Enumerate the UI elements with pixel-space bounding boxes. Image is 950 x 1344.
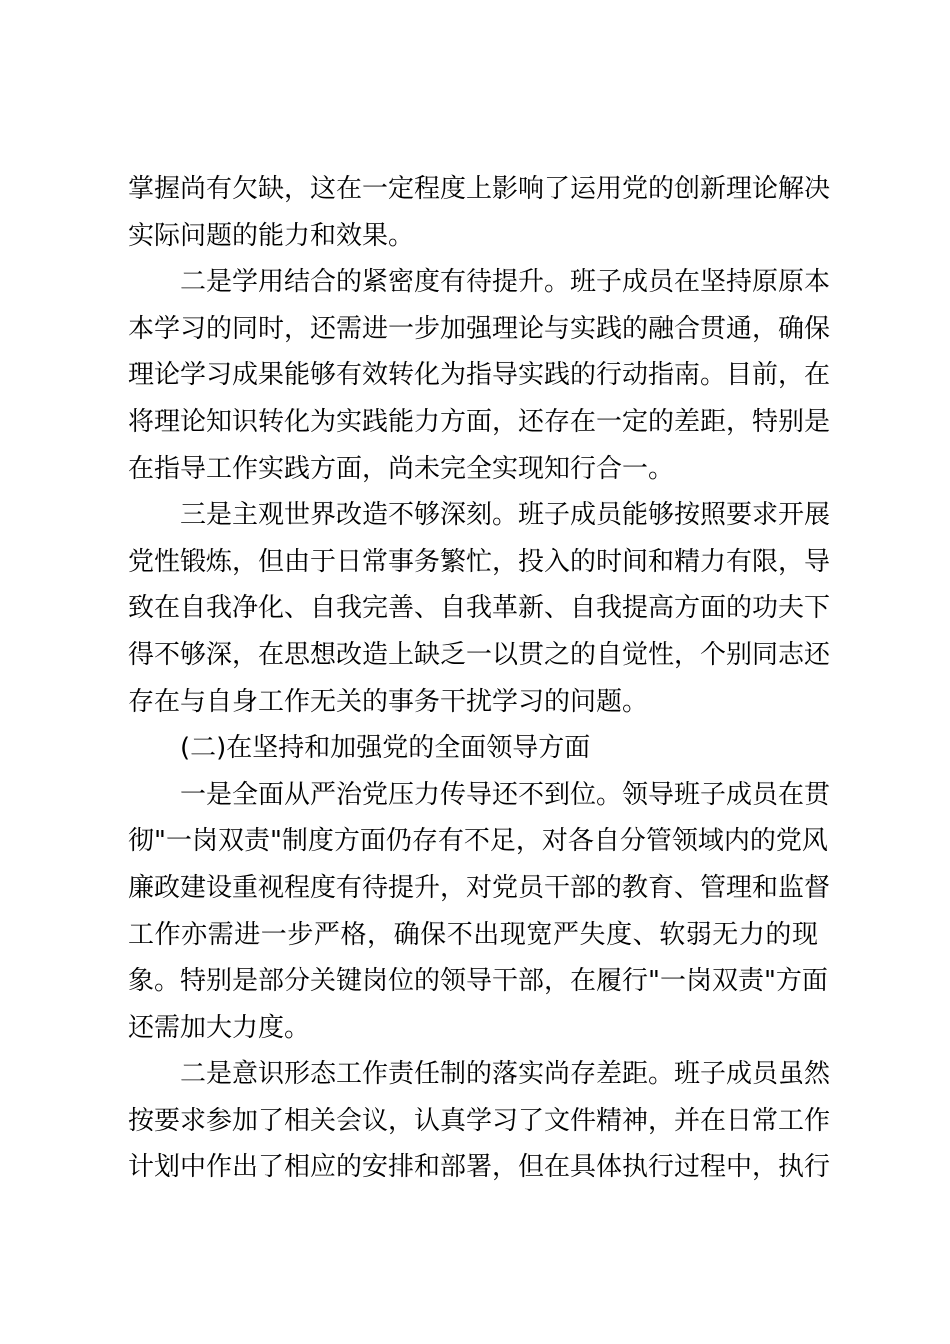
text-line: 二是意识形态工作责任制的落实尚存差距。班子成员虽然 xyxy=(180,1059,831,1090)
text-line: 掌握尚有欠缺，这在一定程度上影响了运用党的创新理论解决 xyxy=(128,174,831,204)
text-line: 致在自我净化、自我完善、自我革新、自我提高方面的功夫下 xyxy=(128,593,831,624)
text-line: 存在与自身工作无关的事务干扰学习的问题。 xyxy=(128,686,649,717)
text-line: 党性锻炼，但由于日常事务繁忙，投入的时间和精力有限，导 xyxy=(128,546,831,577)
paragraph xyxy=(128,725,818,772)
text-line: 在指导工作实践方面，尚未完全实现知行合一。 xyxy=(128,453,675,484)
text-line: 三是主观世界改造不够深刻。班子成员能够按照要求开展 xyxy=(180,500,831,531)
text-line: 象。特别是部分关键岗位的领导干部，在履行"一岗双责"方面 xyxy=(128,966,828,997)
text-line: 将理论知识转化为实践能力方面，还存在一定的差距，特别是 xyxy=(128,406,831,437)
text-line: 本学习的同时，还需进一步加强理论与实践的融合贯通，确保 xyxy=(128,313,831,344)
text-line: 实际问题的能力和效果。 xyxy=(128,220,415,251)
text-line: 还需加大力度。 xyxy=(128,1012,311,1043)
paragraph xyxy=(128,259,831,492)
paragraph xyxy=(128,1051,831,1191)
text-line: (二)在坚持和加强党的全面领导方面 xyxy=(180,733,591,764)
text-line: 计划中作出了相应的安排和部署，但在具体执行过程中，执行 xyxy=(128,1152,831,1183)
text-line: 得不够深，在思想改造上缺乏一以贯之的自觉性，个别同志还 xyxy=(128,639,831,670)
text-line: 彻"一岗双责"制度方面仍存有不足，对各自分管领域内的党风 xyxy=(128,826,828,857)
text-line: 按要求参加了相关会议，认真学习了文件精神，并在日常工作 xyxy=(128,1105,831,1136)
text-line: 理论学习成果能够有效转化为指导实践的行动指南。目前，在 xyxy=(128,360,831,391)
text-line: 二是学用结合的紧密度有待提升。班子成员在坚持原原本 xyxy=(180,267,831,298)
document-body xyxy=(128,166,831,1191)
paragraph xyxy=(128,492,831,725)
text-line: 一是全面从严治党压力传导还不到位。领导班子成员在贯 xyxy=(180,779,831,810)
paragraph xyxy=(128,772,831,1052)
text-line: 工作亦需进一步严格，确保不出现宽严失度、软弱无力的现 xyxy=(128,919,818,950)
text-line: 廉政建设重视程度有待提升，对党员干部的教育、管理和监督 xyxy=(128,872,831,903)
paragraph xyxy=(128,166,831,259)
